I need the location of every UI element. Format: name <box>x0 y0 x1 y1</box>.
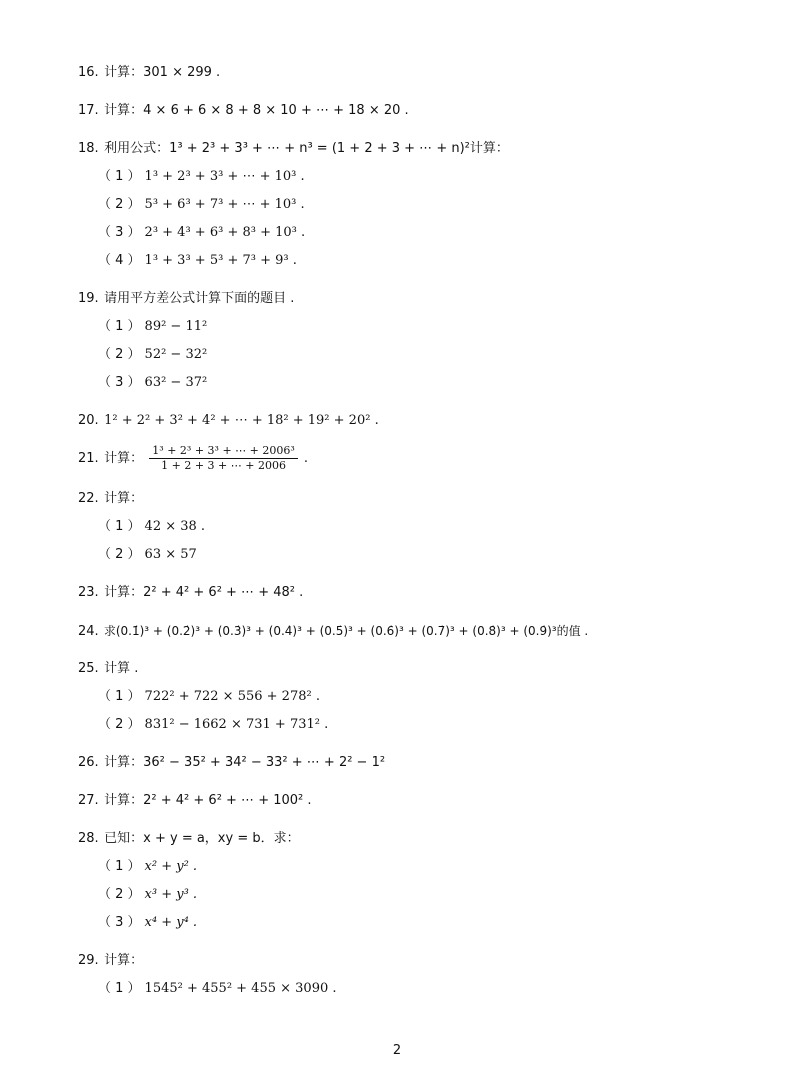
question-number: 17. <box>78 103 99 118</box>
subquestion-text: 42 × 38 . <box>144 519 206 534</box>
question-number: 22. <box>78 491 99 506</box>
page-number: 2 <box>392 1043 402 1058</box>
question-text: 计算：2² + 4² + 6² + ⋯ + 100² . <box>104 793 312 808</box>
subquestion-18-1 <box>98 168 305 186</box>
subquestion-22-2 <box>98 546 197 564</box>
question-number: 25. <box>78 661 99 676</box>
subquestion-text: 1³ + 3³ + 5³ + 7³ + 9³ . <box>144 253 297 268</box>
fraction-numerator: 1³ + 2³ + 3³ + ⋯ + 2006³ <box>149 444 297 459</box>
question-26 <box>78 754 385 772</box>
subquestion-text: x² + y² . <box>144 859 198 874</box>
question-text: 利用公式：1³ + 2³ + 3³ + ⋯ + n³ = (1 + 2 + 3 + ⋯ + n)²计算： <box>104 141 509 156</box>
question-text: 请用平方差公式计算下面的题目 . <box>104 291 295 306</box>
question-text: 计算：4 × 6 + 6 × 8 + 8 × 10 + ⋯ + 18 × 20 . <box>104 103 409 118</box>
subquestion-label: （ 1 ） <box>98 519 141 534</box>
subquestion-text: 831² − 1662 × 731 + 731² . <box>144 717 329 732</box>
question-number: 20. <box>78 413 99 428</box>
subquestion-label: （ 2 ） <box>98 547 141 562</box>
subquestion-19-2 <box>98 346 207 364</box>
subquestion-label: （ 1 ） <box>98 859 141 874</box>
subquestion-22-1 <box>98 518 205 536</box>
subquestion-label: （ 1 ） <box>98 319 141 334</box>
subquestion-28-2 <box>98 886 197 904</box>
subquestion-label: （ 3 ） <box>98 225 141 240</box>
subquestion-19-1 <box>98 318 207 336</box>
subquestion-text: 722² + 722 × 556 + 278² . <box>144 689 320 704</box>
subquestion-label: （ 2 ） <box>98 347 141 362</box>
question-number: 29. <box>78 953 99 968</box>
question-number: 19. <box>78 291 99 306</box>
subquestion-text: 63 × 57 <box>144 547 197 562</box>
question-text: 计算：36² − 35² + 34² − 33² + ⋯ + 2² − 1² <box>104 755 386 770</box>
question-text: 计算： <box>104 953 144 968</box>
subquestion-text: 2³ + 4³ + 6³ + 8³ + 10³ . <box>144 225 306 240</box>
question-22 <box>78 490 143 508</box>
subquestion-29-1 <box>98 980 337 998</box>
subquestion-28-3 <box>98 914 197 932</box>
subquestion-28-1 <box>98 858 197 876</box>
fraction <box>149 444 297 473</box>
question-27 <box>78 792 312 810</box>
subquestion-text: 52² − 32² <box>144 347 208 362</box>
fraction-denominator: 1 + 2 + 3 + ⋯ + 2006 <box>161 459 286 472</box>
question-number: 18. <box>78 141 99 156</box>
question-text: 已知：x + y = a，xy = b．求： <box>104 831 300 846</box>
question-number: 16. <box>78 65 99 80</box>
question-number: 24. <box>78 624 99 639</box>
subquestion-label: （ 2 ） <box>98 887 141 902</box>
question-29 <box>78 952 143 970</box>
question-text: 求(0.1̇)³ + (0.2̇)³ + (0.3̇)³ + (0.4̇)³ + (0.5̇)³ + (0.6̇)³ + (0.7̇)³ + (0.8̇)³ + (0.9̇)³的值 . <box>103 624 589 638</box>
question-number: 26. <box>78 755 99 770</box>
subquestion-text: 5³ + 6³ + 7³ + ⋯ + 10³ . <box>144 197 305 212</box>
subquestion-label: （ 3 ） <box>98 915 141 930</box>
question-19 <box>78 290 294 308</box>
question-number: 23. <box>78 585 99 600</box>
question-18 <box>78 140 509 158</box>
subquestion-label: （ 1 ） <box>98 981 141 996</box>
question-17 <box>78 102 409 120</box>
subquestion-18-4 <box>98 252 297 270</box>
question-23 <box>78 584 303 602</box>
subquestion-18-3 <box>98 224 305 242</box>
question-text: 1² + 2² + 3² + 4² + ⋯ + 18² + 19² + 20² . <box>104 413 379 428</box>
subquestion-text: x⁴ + y⁴ . <box>144 915 198 930</box>
question-20 <box>78 412 379 430</box>
subquestion-text: 1545² + 455² + 455 × 3090 . <box>144 981 337 996</box>
question-16 <box>78 64 220 82</box>
subquestion-label: （ 3 ） <box>98 375 141 390</box>
subquestion-label: （ 4 ） <box>98 253 141 268</box>
question-24 <box>78 622 588 641</box>
subquestion-label: （ 1 ） <box>98 169 141 184</box>
subquestion-label: （ 2 ） <box>98 717 141 732</box>
question-text: 计算：2² + 4² + 6² + ⋯ + 48² . <box>104 585 304 600</box>
question-text: 计算 . <box>104 661 139 676</box>
question-text: 计算： <box>104 491 144 506</box>
subquestion-text: x³ + y³ . <box>144 887 198 902</box>
question-number: 28. <box>78 831 99 846</box>
subquestion-25-2 <box>98 716 328 734</box>
subquestion-text: 1³ + 2³ + 3³ + ⋯ + 10³ . <box>144 169 305 184</box>
question-number: 21. <box>78 451 99 466</box>
subquestion-text: 63² − 37² <box>144 375 208 390</box>
question-25 <box>78 660 138 678</box>
question-tail: . <box>303 451 309 466</box>
question-number: 27. <box>78 793 99 808</box>
subquestion-label: （ 1 ） <box>98 689 141 704</box>
question-28 <box>78 830 300 848</box>
subquestion-label: （ 2 ） <box>98 197 141 212</box>
question-text: 计算： <box>104 451 144 466</box>
subquestion-18-2 <box>98 196 305 214</box>
question-21 <box>78 444 308 474</box>
subquestion-text: 89² − 11² <box>144 319 208 334</box>
question-text: 计算：301 × 299 . <box>104 65 221 80</box>
subquestion-19-3 <box>98 374 207 392</box>
subquestion-25-1 <box>98 688 320 706</box>
